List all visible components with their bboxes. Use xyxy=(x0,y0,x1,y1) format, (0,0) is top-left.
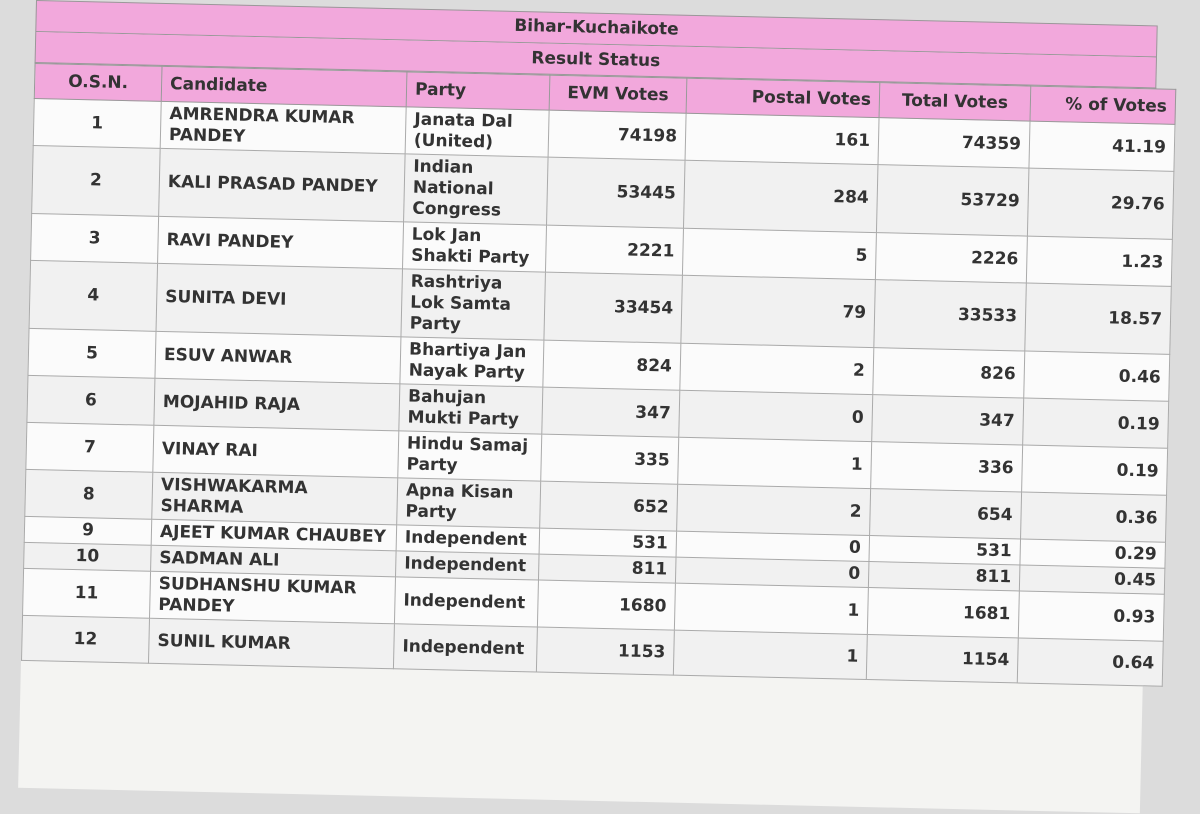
cell-party: Janata Dal (United) xyxy=(405,107,549,157)
cell-evm-votes: 2221 xyxy=(545,225,683,275)
cell-osn: 12 xyxy=(22,615,150,663)
cell-osn: 10 xyxy=(24,542,152,571)
header-postal-votes: Postal Votes xyxy=(686,78,880,117)
cell-evm-votes: 347 xyxy=(542,387,680,437)
cell-osn: 11 xyxy=(23,568,151,618)
cell-postal-votes: 0 xyxy=(679,390,873,441)
cell-percent-votes: 18.57 xyxy=(1025,283,1172,354)
header-party: Party xyxy=(406,72,550,110)
results-table xyxy=(21,63,1176,687)
cell-candidate: ESUV ANWAR xyxy=(155,331,401,384)
cell-evm-votes: 335 xyxy=(541,434,679,484)
cell-total-votes: 336 xyxy=(871,442,1023,492)
header-candidate: Candidate xyxy=(161,66,407,107)
cell-osn: 1 xyxy=(33,98,161,148)
cell-osn: 7 xyxy=(26,422,154,472)
cell-candidate: MOJAHID RAJA xyxy=(154,378,400,431)
header-total-votes: Total Votes xyxy=(879,83,1031,121)
cell-candidate: RAVI PANDEY xyxy=(158,216,404,269)
cell-total-votes: 74359 xyxy=(878,118,1030,168)
cell-evm-votes: 811 xyxy=(538,554,676,583)
cell-evm-votes: 1680 xyxy=(537,580,675,630)
cell-total-votes: 347 xyxy=(872,395,1024,445)
cell-party: Independent xyxy=(394,577,538,627)
cell-osn: 6 xyxy=(27,375,155,425)
cell-total-votes: 1681 xyxy=(867,588,1019,638)
cell-evm-votes: 33454 xyxy=(544,272,683,343)
cell-candidate: AMRENDRA KUMAR PANDEY xyxy=(160,101,406,154)
cell-evm-votes: 652 xyxy=(540,481,678,531)
cell-osn: 4 xyxy=(29,260,158,331)
cell-osn: 9 xyxy=(24,516,152,545)
cell-osn: 2 xyxy=(32,145,161,216)
cell-total-votes: 1154 xyxy=(866,635,1018,683)
cell-percent-votes: 1.23 xyxy=(1026,236,1172,286)
header-osn: O.S.N. xyxy=(34,63,162,101)
cell-percent-votes: 0.45 xyxy=(1019,565,1165,594)
cell-postal-votes: 79 xyxy=(681,275,875,347)
cell-party: Rashtriya Lok Samta Party xyxy=(401,269,546,340)
cell-candidate: SUDHANSHU KUMAR PANDEY xyxy=(150,571,396,624)
cell-candidate: VINAY RAI xyxy=(153,425,399,478)
cell-evm-votes: 1153 xyxy=(536,627,674,675)
cell-osn: 5 xyxy=(28,328,156,378)
cell-party: Hindu Samaj Party xyxy=(398,431,542,481)
cell-candidate: SUNITA DEVI xyxy=(156,263,402,337)
cell-party: Independent xyxy=(396,551,540,580)
cell-postal-votes: 1 xyxy=(674,583,868,634)
cell-postal-votes: 2 xyxy=(680,343,874,394)
cell-postal-votes: 2 xyxy=(677,484,871,535)
header-evm-votes: EVM Votes xyxy=(549,75,687,113)
cell-postal-votes: 0 xyxy=(676,531,870,561)
cell-postal-votes: 284 xyxy=(683,160,877,232)
cell-party: Indian National Congress xyxy=(404,154,549,225)
cell-party: Bhartiya Jan Nayak Party xyxy=(400,337,544,387)
cell-postal-votes: 1 xyxy=(673,630,867,679)
cell-evm-votes: 53445 xyxy=(547,157,686,228)
cell-total-votes: 53729 xyxy=(876,165,1029,236)
result-status-title: Result Status xyxy=(35,32,1157,88)
cell-postal-votes: 1 xyxy=(678,437,872,488)
cell-total-votes: 654 xyxy=(870,489,1022,539)
cell-osn: 3 xyxy=(31,213,159,263)
cell-percent-votes: 29.76 xyxy=(1027,168,1174,239)
cell-percent-votes: 0.19 xyxy=(1023,398,1169,448)
cell-postal-votes: 161 xyxy=(685,113,879,164)
constituency-title: Bihar-Kuchaikote xyxy=(35,0,1157,57)
header-percent-votes: % of Votes xyxy=(1030,86,1176,124)
cell-percent-votes: 0.46 xyxy=(1024,351,1170,401)
cell-percent-votes: 0.64 xyxy=(1017,638,1163,686)
cell-party: Lok Jan Shakti Party xyxy=(402,222,546,272)
cell-party: Bahujan Mukti Party xyxy=(399,384,543,434)
cell-total-votes: 811 xyxy=(868,562,1020,591)
cell-candidate: SADMAN ALI xyxy=(151,545,397,577)
cell-postal-votes: 5 xyxy=(682,228,876,279)
cell-total-votes: 826 xyxy=(873,348,1025,398)
cell-percent-votes: 41.19 xyxy=(1029,121,1175,171)
cell-party: Independent xyxy=(396,525,540,554)
cell-candidate: KALI PRASAD PANDEY xyxy=(159,148,405,222)
result-sheet xyxy=(18,0,1168,813)
cell-evm-votes: 824 xyxy=(543,340,681,390)
cell-party: Independent xyxy=(393,624,537,672)
cell-total-votes: 2226 xyxy=(875,233,1027,283)
cell-percent-votes: 0.19 xyxy=(1022,445,1168,495)
cell-evm-votes: 74198 xyxy=(548,110,686,160)
cell-percent-votes: 0.93 xyxy=(1018,591,1164,641)
cell-candidate: VISHWAKARMA SHARMA xyxy=(152,472,398,525)
cell-osn: 8 xyxy=(25,469,153,519)
cell-percent-votes: 0.36 xyxy=(1021,492,1167,542)
cell-candidate: AJEET KUMAR CHAUBEY xyxy=(151,519,397,551)
cell-evm-votes: 531 xyxy=(539,528,677,557)
cell-percent-votes: 0.29 xyxy=(1020,539,1166,568)
cell-candidate: SUNIL KUMAR xyxy=(148,618,394,669)
cell-party: Apna Kisan Party xyxy=(397,478,541,528)
cell-total-votes: 531 xyxy=(869,536,1021,565)
cell-postal-votes: 0 xyxy=(675,557,869,587)
cell-total-votes: 33533 xyxy=(874,280,1027,351)
